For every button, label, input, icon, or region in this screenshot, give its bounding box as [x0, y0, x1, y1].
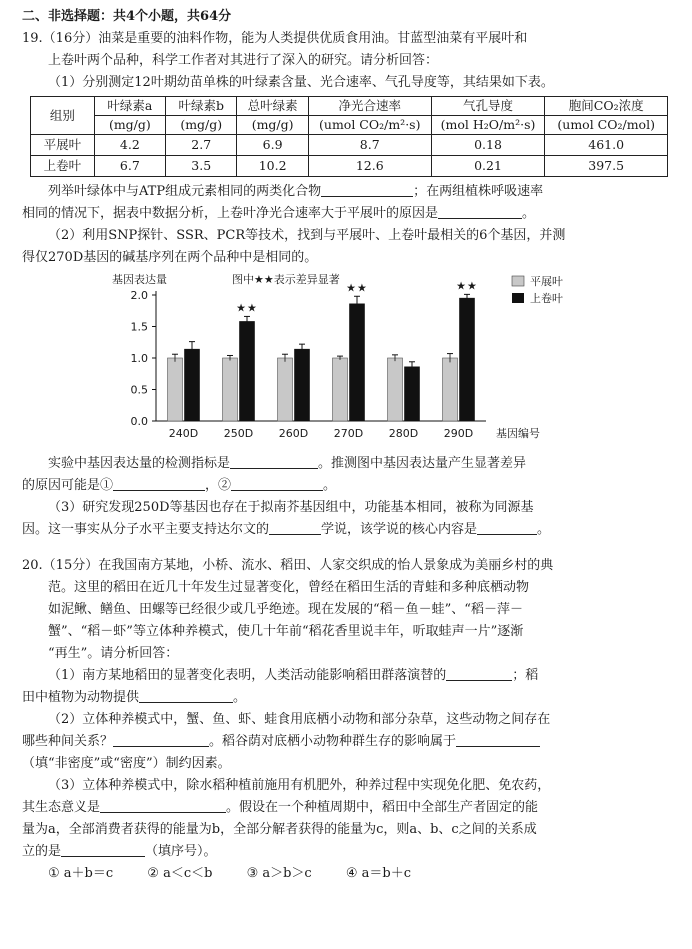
- option-1[interactable]: ① a＋b＝c: [48, 866, 114, 881]
- q20-intro-line5: “再生”。请分析回答：: [48, 646, 179, 661]
- legend-label-curled: 上卷叶: [530, 292, 563, 305]
- q20-p1-text-a: （1）南方某地稻田的显著变化表明，人类活动能影响稻田群落演替的: [48, 668, 447, 683]
- bar: [405, 367, 420, 421]
- q20-p3-line4: [22, 841, 668, 863]
- q20-p3-text-a: 其生态意义是: [22, 800, 101, 815]
- x-tick-label: 250D: [223, 427, 254, 440]
- legend-swatch-curled: [512, 293, 524, 303]
- q20-intro-line3: 如泥鳅、鳝鱼、田螺等已经很少或几乎绝迹。现在发展的“稻－鱼－蛙”、“稻－萍－: [48, 602, 523, 617]
- table-header-cell: 组别: [31, 97, 95, 135]
- bar: [333, 358, 348, 421]
- table-unit-cell: (mg/g): [166, 116, 237, 135]
- table-header-cell: 叶绿素b: [166, 97, 237, 116]
- significance-stars: ★★: [346, 281, 368, 295]
- y-axis-label: 基因表达量: [112, 273, 167, 286]
- table-unit-cell: (umol CO₂/m²·s): [308, 116, 431, 135]
- bar: [278, 358, 293, 421]
- bar: [460, 298, 475, 421]
- table-cell: 461.0: [545, 135, 668, 156]
- bar: [240, 321, 255, 421]
- bar: [443, 358, 458, 421]
- answer-blank[interactable]: [456, 732, 540, 747]
- table-row: [31, 156, 668, 177]
- q19-p1-question-line1: [22, 181, 668, 203]
- q19-p2-text-d: ，②: [205, 478, 232, 493]
- table-unit-cell: (umol CO₂/mol): [545, 116, 668, 135]
- q20-p1-end: 。: [233, 690, 247, 705]
- option-2[interactable]: ② a＜c＜b: [147, 866, 213, 881]
- q20-p1-line2: [22, 687, 668, 709]
- answer-blank[interactable]: [269, 520, 321, 535]
- answer-blank[interactable]: [113, 732, 209, 747]
- q19-part3-end: 。: [537, 522, 551, 537]
- x-tick-label: 280D: [388, 427, 419, 440]
- answer-blank[interactable]: [477, 520, 537, 535]
- q20-intro-line4: 蟹”、“稻－虾”等立体种养模式，使几十年前“稻花香里说丰年，听取蛙声一片”逐渐: [48, 624, 524, 639]
- q19-p1-text-a: 列举叶绿体中与ATP组成元素相同的两类化合物: [48, 184, 322, 199]
- q19-part3-line2: [22, 519, 668, 541]
- chart-note: 图中★★表示差异显著: [232, 273, 340, 286]
- table-header-cell: 气孔导度: [431, 97, 545, 116]
- table-cell: 上卷叶: [31, 156, 95, 177]
- q19-part3-line1: （3）研究发现250D等基因也存在于拟南芥基因组中，功能基本相同，被称为同源基: [48, 500, 534, 515]
- answer-blank[interactable]: [113, 476, 205, 491]
- table-cell: 6.7: [94, 156, 165, 177]
- q20-p3-text-b: 。假设在一个种植周期中，稻田中全部生产者固定的能: [226, 800, 539, 815]
- q20-intro-line1: 20.（15分）在我国南方某地，小桥、流水、稻田、人家交织成的怡人景象成为美丽乡村的典: [22, 558, 554, 573]
- table-cell: 6.9: [237, 135, 308, 156]
- q20-p1-line1: [22, 665, 668, 687]
- table-row: [31, 135, 668, 156]
- significance-stars: ★★: [456, 279, 478, 293]
- q20-p2-line3: （填“非密度”或“密度”）制约因素。: [22, 756, 231, 771]
- photosynthesis-table: [30, 96, 668, 177]
- q20-intro-line2: 范。这里的稻田在近几十年发生过显著变化，曾经在稻田生活的青蛙和多种底栖动物: [48, 580, 530, 595]
- significance-stars: ★★: [236, 301, 258, 315]
- y-tick-label: 0.5: [130, 383, 148, 397]
- answer-blank[interactable]: [321, 182, 413, 197]
- q20-p3-line2: [22, 797, 668, 819]
- legend-label-flat: 平展叶: [530, 275, 563, 288]
- q20-p3-line3: 量为a，全部消费者获得的能量为b，全部分解者获得的能量为c，则a、b、c之间的关系成: [22, 822, 537, 837]
- q19-part2-line1: （2）利用SNP探针、SSR、PCR等技术，找到与平展叶、上卷叶最相关的6个基因，并测: [48, 228, 566, 243]
- bar: [185, 349, 200, 421]
- answer-blank[interactable]: [139, 688, 233, 703]
- table-cell: 8.7: [308, 135, 431, 156]
- q19-part2-line2: 得仅270D基因的碱基序列在两个品种中是相同的。: [22, 250, 318, 265]
- bar: [295, 349, 310, 421]
- legend-swatch-flat: [512, 276, 524, 286]
- q19-p2-text-b: 。推测图中基因表达量产生显著差异: [318, 456, 527, 471]
- q20-p2-line1: （2）立体种养模式中，蟹、鱼、虾、蛙食用底栖小动物和部分杂草，这些动物之间存在: [48, 712, 551, 727]
- x-tick-label: 260D: [278, 427, 309, 440]
- q19-p1-text-c: 相同的情况下，据表中数据分析，上卷叶净光合速率大于平展叶的原因是: [22, 206, 439, 221]
- q19-part1: （1）分别测定12叶期幼苗单株的叶绿素含量、光合速率、气孔导度等，其结果如下表。: [48, 75, 554, 90]
- table-cell: 2.7: [166, 135, 237, 156]
- table-cell: 10.2: [237, 156, 308, 177]
- table-cell: 0.18: [431, 135, 545, 156]
- table-header-row: [31, 97, 668, 116]
- table-header-cell: 叶绿素a: [94, 97, 165, 116]
- y-tick-label: 1.5: [130, 320, 148, 334]
- chart-marks: [131, 279, 487, 440]
- q20-p2-text-b: 。稻谷荫对底栖小动物种群生存的影响属于: [209, 734, 457, 749]
- q20-p3-text-d: （填序号）。: [145, 844, 217, 859]
- chart-svg: [108, 271, 578, 449]
- table-unit-cell: (mg/g): [94, 116, 165, 135]
- gene-expression-chart: [22, 271, 668, 449]
- q19-p2-text-c: 的原因可能是①: [22, 478, 114, 493]
- answer-blank[interactable]: [231, 476, 323, 491]
- q19-p2-question-line2: [22, 475, 668, 497]
- x-tick-label: 240D: [168, 427, 199, 440]
- option-4[interactable]: ④ a＝b＋c: [345, 866, 411, 881]
- y-tick-label: 2.0: [130, 289, 148, 302]
- answer-blank[interactable]: [446, 666, 512, 681]
- answer-blank[interactable]: [230, 454, 318, 469]
- q19-p2-text-a: 实验中基因表达量的检测指标是: [48, 456, 231, 471]
- y-tick-label: 0.0: [130, 415, 148, 428]
- q19-part3-text-c: 学说，该学说的核心内容是: [321, 522, 478, 537]
- table-unit-row: [31, 116, 668, 135]
- answer-blank[interactable]: [61, 842, 145, 857]
- table-cell: 397.5: [545, 156, 668, 177]
- q20-options: [22, 863, 668, 885]
- table-unit-cell: (mol H₂O/m²·s): [431, 116, 545, 135]
- bar: [223, 358, 238, 421]
- q20-p3-line1: （3）立体种养模式中，除水稻种植前施用有机肥外，种养过程中实现免化肥、免农药，: [48, 778, 551, 793]
- q20-p1-text-b: ；稻: [512, 668, 539, 683]
- table-header-cell: 总叶绿素: [237, 97, 308, 116]
- table-cell: 12.6: [308, 156, 431, 177]
- option-3[interactable]: ③ a＞b＞c: [246, 866, 312, 881]
- q19-p1-end: 。: [522, 206, 536, 221]
- table-header-cell: 净光合速率: [308, 97, 431, 116]
- y-tick-label: 1.0: [130, 352, 148, 365]
- table-cell: 4.2: [94, 135, 165, 156]
- q20-p3-text-c: 立的是: [22, 844, 62, 859]
- x-tick-label: 270D: [333, 427, 364, 440]
- x-tick-label: 290D: [443, 427, 474, 440]
- table-cell: 3.5: [166, 156, 237, 177]
- answer-blank[interactable]: [438, 204, 522, 219]
- answer-blank[interactable]: [100, 798, 226, 813]
- q20-p2-line2: [22, 731, 668, 753]
- q19-p2-question-line1: [22, 453, 668, 475]
- bar: [350, 304, 365, 421]
- table-header-cell: 胞间CO₂浓度: [545, 97, 668, 116]
- q20-p2-text-a: 哪些种间关系？: [22, 734, 114, 749]
- x-axis-label: 基因编号: [496, 427, 540, 440]
- q19-p1-question-line2: [22, 203, 668, 225]
- table-cell: 0.21: [431, 156, 545, 177]
- section-heading: 二、非选择题：共4个小题，共64分: [22, 9, 232, 24]
- q19-intro-line1: 19.（16分）油菜是重要的油料作物，能为人类提供优质食用油。甘蓝型油菜有平展叶和: [22, 31, 528, 46]
- table-unit-cell: (mg/g): [237, 116, 308, 135]
- q19-part3-text-b: 因。这一事实从分子水平主要支持达尔文的: [22, 522, 270, 537]
- table-cell: 平展叶: [31, 135, 95, 156]
- q19-p2-end: 。: [323, 478, 337, 493]
- q19-intro-line2: 上卷叶两个品种，科学工作者对其进行了深入的研究。请分析回答：: [48, 53, 439, 68]
- bar: [388, 358, 403, 421]
- q19-p1-text-b: ；在两组植株呼吸速率: [413, 184, 544, 199]
- q20-p1-text-c: 田中植物为动物提供: [22, 690, 140, 705]
- bar: [168, 358, 183, 421]
